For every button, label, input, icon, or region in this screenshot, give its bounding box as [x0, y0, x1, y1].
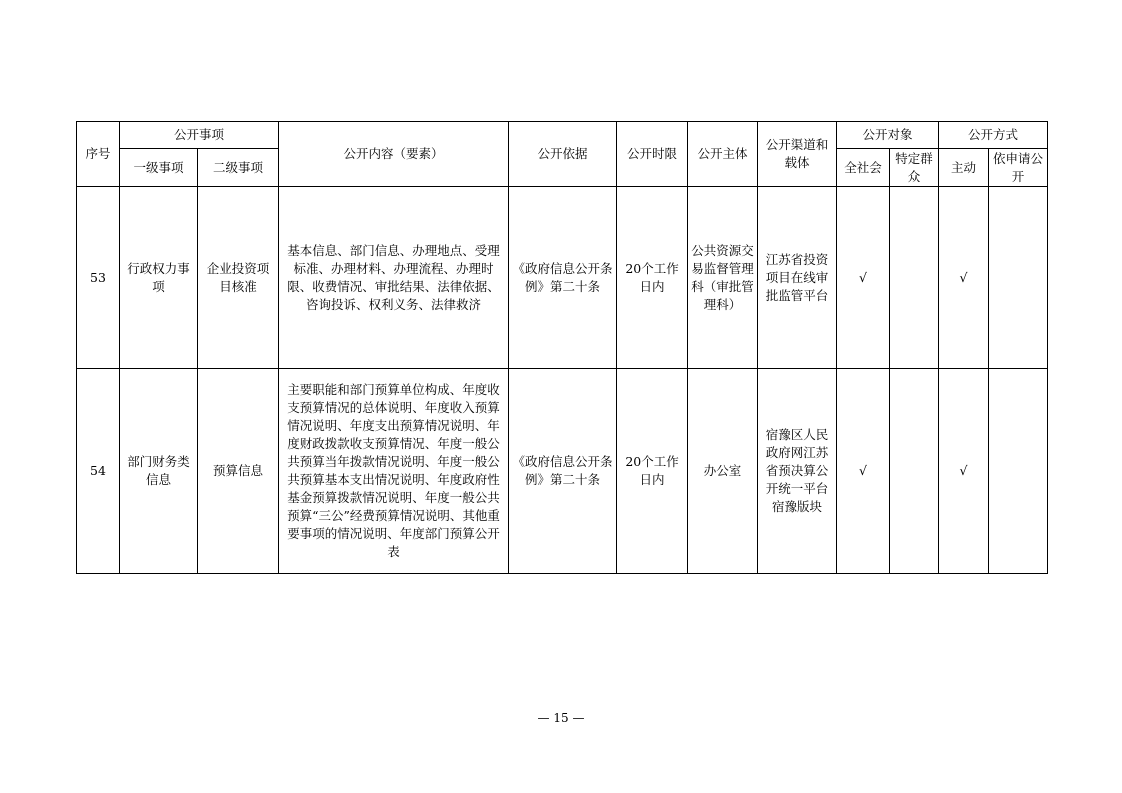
header-subject: 公开主体: [688, 122, 758, 187]
header-level2: 二级事项: [198, 149, 279, 187]
table-row: [77, 369, 1048, 574]
disclosure-table: [76, 121, 1048, 574]
header-channel: 公开渠道和载体: [758, 122, 837, 187]
row-seq: 54: [77, 369, 120, 574]
row-time-limit: 20个工作日内: [617, 187, 688, 369]
row-channel: 江苏省投资项目在线审批监管平台: [758, 187, 837, 369]
row-seq: 53: [77, 187, 120, 369]
row-level1: 部门财务类信息: [120, 369, 198, 574]
header-time-limit: 公开时限: [617, 122, 688, 187]
table-row: [77, 187, 1048, 369]
row-content: 主要职能和部门预算单位构成、年度收支预算情况的总体说明、年度收入预算情况说明、年度支出预算情况说明、年度财政拨款收支预算情况、年度一般公共预算当年拨款情况说明、年度一般公共预算基本支出情况说明、年度政府性基金预算拨款情况说明、年度一般公共预算“三公”经费预算情况说明、其他重要事项的情况说明、年度部门预算公开表: [279, 369, 509, 574]
header-seq: 序号: [77, 122, 120, 187]
row-time-limit: 20个工作日内: [617, 369, 688, 574]
header-audience-specific: 特定群众: [890, 149, 939, 187]
header-method-group: 公开方式: [939, 122, 1048, 149]
row-channel: 宿豫区人民政府网江苏省预决算公开统一平台宿豫版块: [758, 369, 837, 574]
row-basis: 《政府信息公开条例》第二十条: [509, 187, 617, 369]
header-method-request: 依申请公开: [989, 149, 1048, 187]
row-audience-all-check: √: [837, 369, 890, 574]
row-subject: 办公室: [688, 369, 758, 574]
row-method-active-check: √: [939, 187, 989, 369]
row-level2: 预算信息: [198, 369, 279, 574]
row-basis: 《政府信息公开条例》第二十条: [509, 369, 617, 574]
row-audience-all-check: √: [837, 187, 890, 369]
row-audience-specific: [890, 369, 939, 574]
page-number: — 15 —: [537, 711, 585, 725]
header-level1: 一级事项: [120, 149, 198, 187]
header-basis: 公开依据: [509, 122, 617, 187]
row-content: 基本信息、部门信息、办理地点、受理标准、办理材料、办理流程、办理时限、收费情况、审批结果、法律依据、咨询投诉、权利义务、法律救济: [279, 187, 509, 369]
row-method-request: [989, 187, 1048, 369]
header-row-1: [77, 122, 1048, 149]
row-subject: 公共资源交易监督管理科（审批管理科）: [688, 187, 758, 369]
header-content: 公开内容（要素）: [279, 122, 509, 187]
header-audience-group: 公开对象: [837, 122, 939, 149]
header-method-active: 主动: [939, 149, 989, 187]
header-item-group: 公开事项: [120, 122, 279, 149]
row-level2: 企业投资项目核准: [198, 187, 279, 369]
header-audience-all: 全社会: [837, 149, 890, 187]
row-level1: 行政权力事项: [120, 187, 198, 369]
row-method-active-check: √: [939, 369, 989, 574]
row-audience-specific: [890, 187, 939, 369]
row-method-request: [989, 369, 1048, 574]
